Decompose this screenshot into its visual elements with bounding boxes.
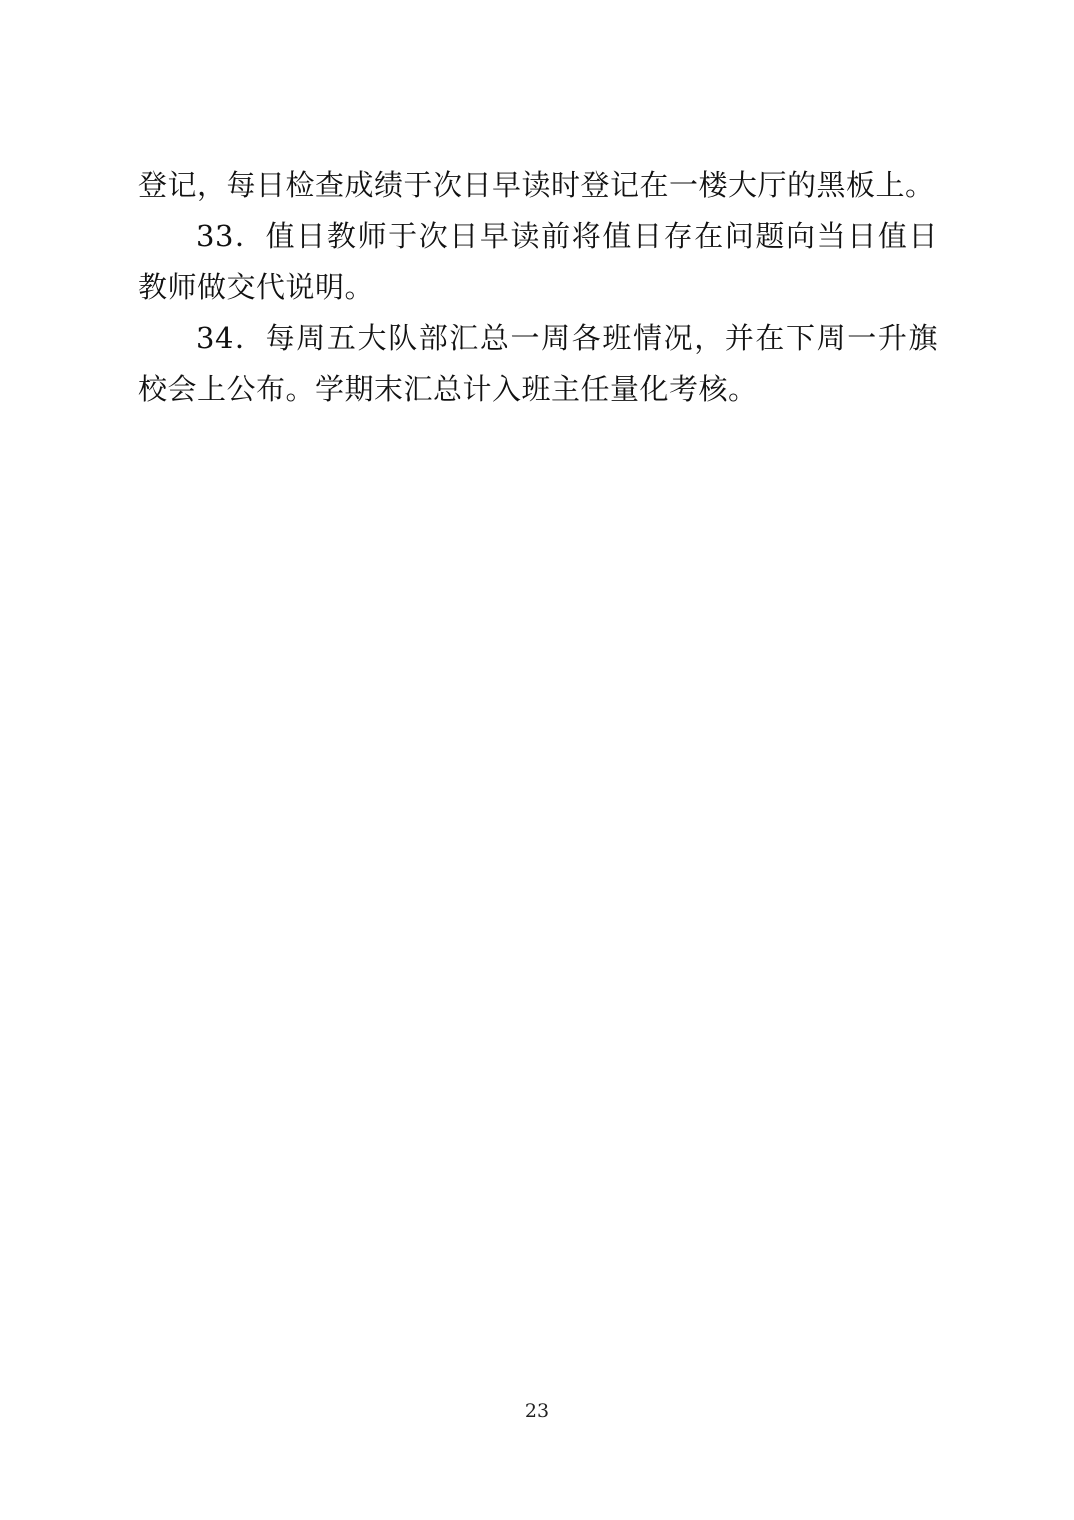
document-body	[138, 160, 938, 415]
paragraph-continued: 登记，每日检查成绩于次日早读时登记在一楼大厅的黑板上。	[138, 168, 935, 202]
paragraph-item-33: 33．值日教师于次日早读前将值日存在问题向当日值日教师做交代说明。	[138, 219, 938, 304]
paragraph-item-34: 34．每周五大队部汇总一周各班情况，并在下周一升旗校会上公布。学期末汇总计入班主任量化考核。	[138, 321, 938, 406]
page-number: 23	[524, 1400, 550, 1422]
